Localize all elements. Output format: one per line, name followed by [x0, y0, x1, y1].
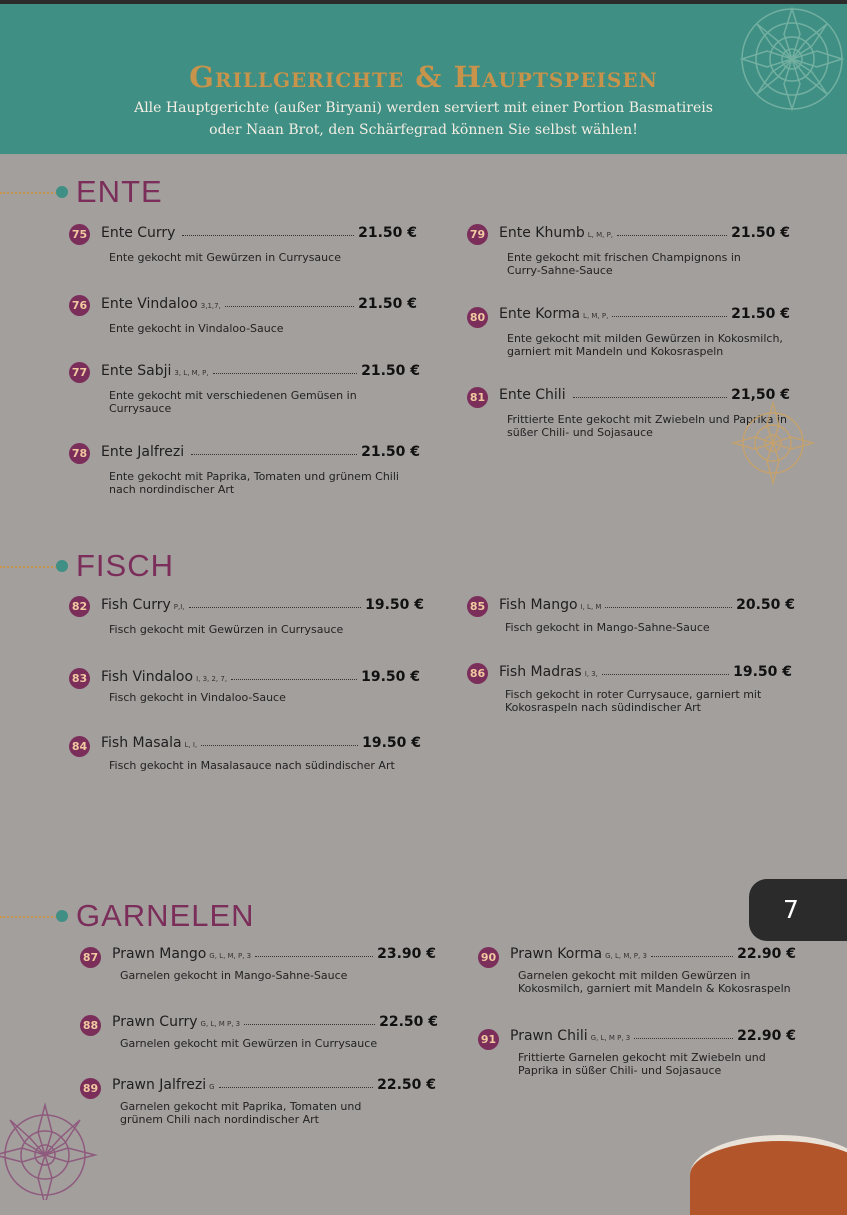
- allergen-codes: G, L, M P, 3: [200, 1020, 241, 1028]
- dot-leader: [244, 1024, 375, 1025]
- dot-leader: [651, 956, 733, 957]
- item-description: Frittierte Garnelen gekocht mit Zwiebeln und Paprika in süßer Chili- und Sojasauce: [518, 1051, 766, 1077]
- item-name: Ente Jalfrezi: [101, 444, 185, 460]
- item-price: 21.50 €: [361, 363, 420, 379]
- item-name: Fish Vindaloo: [101, 669, 194, 685]
- section-heading-ente: [0, 176, 400, 210]
- item-number-badge: 76: [69, 295, 90, 316]
- dot-leader: [617, 235, 727, 236]
- item-name: Fish Mango: [499, 597, 578, 613]
- allergen-codes: I, 3, 2, 7,: [196, 675, 228, 683]
- item-number-badge: 78: [69, 443, 90, 464]
- dotted-rule: [0, 566, 60, 568]
- item-name: Ente Curry: [101, 225, 176, 241]
- item-price: 21,50 €: [731, 387, 790, 403]
- mandala-ornament-icon: [730, 400, 816, 486]
- item-number-badge: 89: [80, 1078, 101, 1099]
- allergen-codes: G: [209, 1083, 215, 1091]
- item-number-badge: 80: [467, 307, 488, 328]
- item-name: Ente Khumb: [499, 225, 585, 241]
- item-description: Ente gekocht mit milden Gewürzen in Kokosmilch, garniert mit Mandeln und Kokosraspeln: [507, 332, 783, 358]
- allergen-codes: G, L, M, P, 3: [605, 952, 647, 960]
- item-price: 22.50 €: [377, 1077, 436, 1093]
- item-name: Fish Madras: [499, 664, 582, 680]
- item-price: 19.50 €: [361, 669, 420, 685]
- item-number-badge: 84: [69, 736, 90, 757]
- item-description: Fisch gekocht in Mango-Sahne-Sauce: [505, 621, 710, 634]
- dot-leader: [231, 679, 357, 680]
- page-number: 7: [783, 895, 799, 924]
- dot-leader: [573, 397, 728, 398]
- item-price: 21.50 €: [358, 296, 417, 312]
- dot-leader: [201, 745, 358, 746]
- item-description: Ente gekocht mit frischen Champignons in Curry-Sahne-Sauce: [507, 251, 741, 277]
- item-name: Ente Vindaloo: [101, 296, 198, 312]
- allergen-codes: L, M, P,: [583, 312, 609, 320]
- item-price: 21.50 €: [361, 444, 420, 460]
- allergen-codes: I, 3,: [584, 670, 598, 678]
- item-name: Ente Sabji: [101, 363, 172, 379]
- allergen-codes: P,I,: [173, 603, 185, 611]
- item-price: 19.50 €: [362, 735, 421, 751]
- item-name: Fish Masala: [101, 735, 182, 751]
- food-dish-image: [690, 1135, 847, 1215]
- dot-leader: [225, 306, 354, 307]
- item-description: Fisch gekocht in Vindaloo-Sauce: [109, 691, 286, 704]
- bullet-dot: [56, 910, 68, 922]
- dotted-rule: [0, 192, 60, 194]
- dot-leader: [182, 235, 354, 236]
- item-description: Garnelen gekocht mit Gewürzen in Currysauce: [120, 1037, 378, 1050]
- item-number-badge: 90: [478, 947, 499, 968]
- item-price: 20.50 €: [736, 597, 795, 613]
- item-price: 21.50 €: [358, 225, 417, 241]
- section-title-fisch: FISCH: [76, 548, 174, 583]
- dot-leader: [602, 674, 729, 675]
- item-name: Prawn Mango: [112, 946, 207, 962]
- dot-leader: [219, 1087, 374, 1088]
- dot-leader: [612, 316, 727, 317]
- mandala-ornament-icon: [730, 4, 847, 134]
- subtitle-line-1: Alle Hauptgerichte (außer Biryani) werden serviert mit einer Portion Basmatireis: [134, 100, 713, 116]
- item-price: 19.50 €: [365, 597, 424, 613]
- item-number-badge: 81: [467, 387, 488, 408]
- allergen-codes: I, L, M: [580, 603, 602, 611]
- item-number-badge: 83: [69, 668, 90, 689]
- item-description: Fisch gekocht mit Gewürzen in Currysauce: [109, 623, 344, 636]
- item-description: Garnelen gekocht mit Paprika, Tomaten und grünem Chili nach nordindischer Art: [120, 1100, 362, 1126]
- dot-leader: [634, 1038, 733, 1039]
- item-description: Fisch gekocht in Masalasauce nach südindischer Art: [109, 759, 395, 772]
- dot-leader: [191, 454, 357, 455]
- allergen-codes: 3,1,7,: [200, 302, 221, 310]
- allergen-codes: G, L, M, P, 3: [209, 952, 252, 960]
- page-number-tab: [749, 879, 847, 941]
- item-description: Ente gekocht mit verschiedenen Gemüsen in Currysauce: [109, 389, 357, 415]
- section-title-ente: ENTE: [76, 174, 163, 209]
- item-number-badge: 88: [80, 1015, 101, 1036]
- allergen-codes: L, M, P,: [587, 231, 614, 239]
- item-number-badge: 87: [80, 947, 101, 968]
- item-number-badge: 75: [69, 224, 90, 245]
- item-price: 22.90 €: [737, 946, 796, 962]
- dot-leader: [605, 607, 732, 608]
- item-number-badge: 82: [69, 596, 90, 617]
- allergen-codes: 3, L, M, P,: [174, 369, 209, 377]
- item-price: 19.50 €: [733, 664, 792, 680]
- item-description: Ente gekocht in Vindaloo-Sauce: [109, 322, 284, 335]
- item-name: Ente Chili: [499, 387, 566, 403]
- item-number-badge: 91: [478, 1029, 499, 1050]
- item-number-badge: 85: [467, 596, 488, 617]
- allergen-codes: G, L, M P, 3: [590, 1034, 631, 1042]
- item-description: Garnelen gekocht in Mango-Sahne-Sauce: [120, 969, 348, 982]
- item-number-badge: 86: [467, 663, 488, 684]
- dotted-rule: [0, 916, 60, 918]
- section-heading-fisch: [0, 550, 400, 584]
- item-description: Ente gekocht mit Gewürzen in Currysauce: [109, 251, 341, 264]
- section-heading-garnelen: [0, 900, 400, 934]
- item-price: 22.50 €: [379, 1014, 438, 1030]
- bullet-dot: [56, 186, 68, 198]
- allergen-codes: L, I,: [184, 741, 198, 749]
- subtitle-line-2: oder Naan Brot, den Schärfegrad können Sie selbst wählen!: [209, 122, 638, 138]
- item-name: Prawn Jalfrezi: [112, 1077, 207, 1093]
- page-header: [0, 4, 847, 154]
- item-price: 22.90 €: [737, 1028, 796, 1044]
- dot-leader: [255, 956, 373, 957]
- item-description: Fisch gekocht in roter Currysauce, garniert mit Kokosraspeln nach südindischer Art: [505, 688, 762, 714]
- item-name: Ente Korma: [499, 306, 581, 322]
- item-price: 23.90 €: [377, 946, 436, 962]
- page-title: Grillgerichte & Hauptspeisen: [189, 60, 658, 94]
- item-description: Frittierte Ente gekocht mit Zwiebeln und Paprika in süßer Chili- und Sojasauce: [507, 413, 787, 439]
- item-name: Prawn Chili: [510, 1028, 588, 1044]
- item-description: Ente gekocht mit Paprika, Tomaten und grünem Chili nach nordindischer Art: [109, 470, 399, 496]
- dot-leader: [213, 373, 357, 374]
- dot-leader: [189, 607, 362, 608]
- item-name: Fish Curry: [101, 597, 171, 613]
- item-name: Prawn Curry: [112, 1014, 198, 1030]
- item-description: Garnelen gekocht mit milden Gewürzen in Kokosmilch, garniert mit Mandeln & Kokosraspeln: [518, 969, 791, 995]
- mandala-ornament-icon: [0, 1100, 110, 1200]
- item-price: 21.50 €: [731, 225, 790, 241]
- item-number-badge: 79: [467, 224, 488, 245]
- item-price: 21.50 €: [731, 306, 790, 322]
- item-number-badge: 77: [69, 362, 90, 383]
- item-name: Prawn Korma: [510, 946, 603, 962]
- bullet-dot: [56, 560, 68, 572]
- section-title-garnelen: GARNELEN: [76, 898, 255, 933]
